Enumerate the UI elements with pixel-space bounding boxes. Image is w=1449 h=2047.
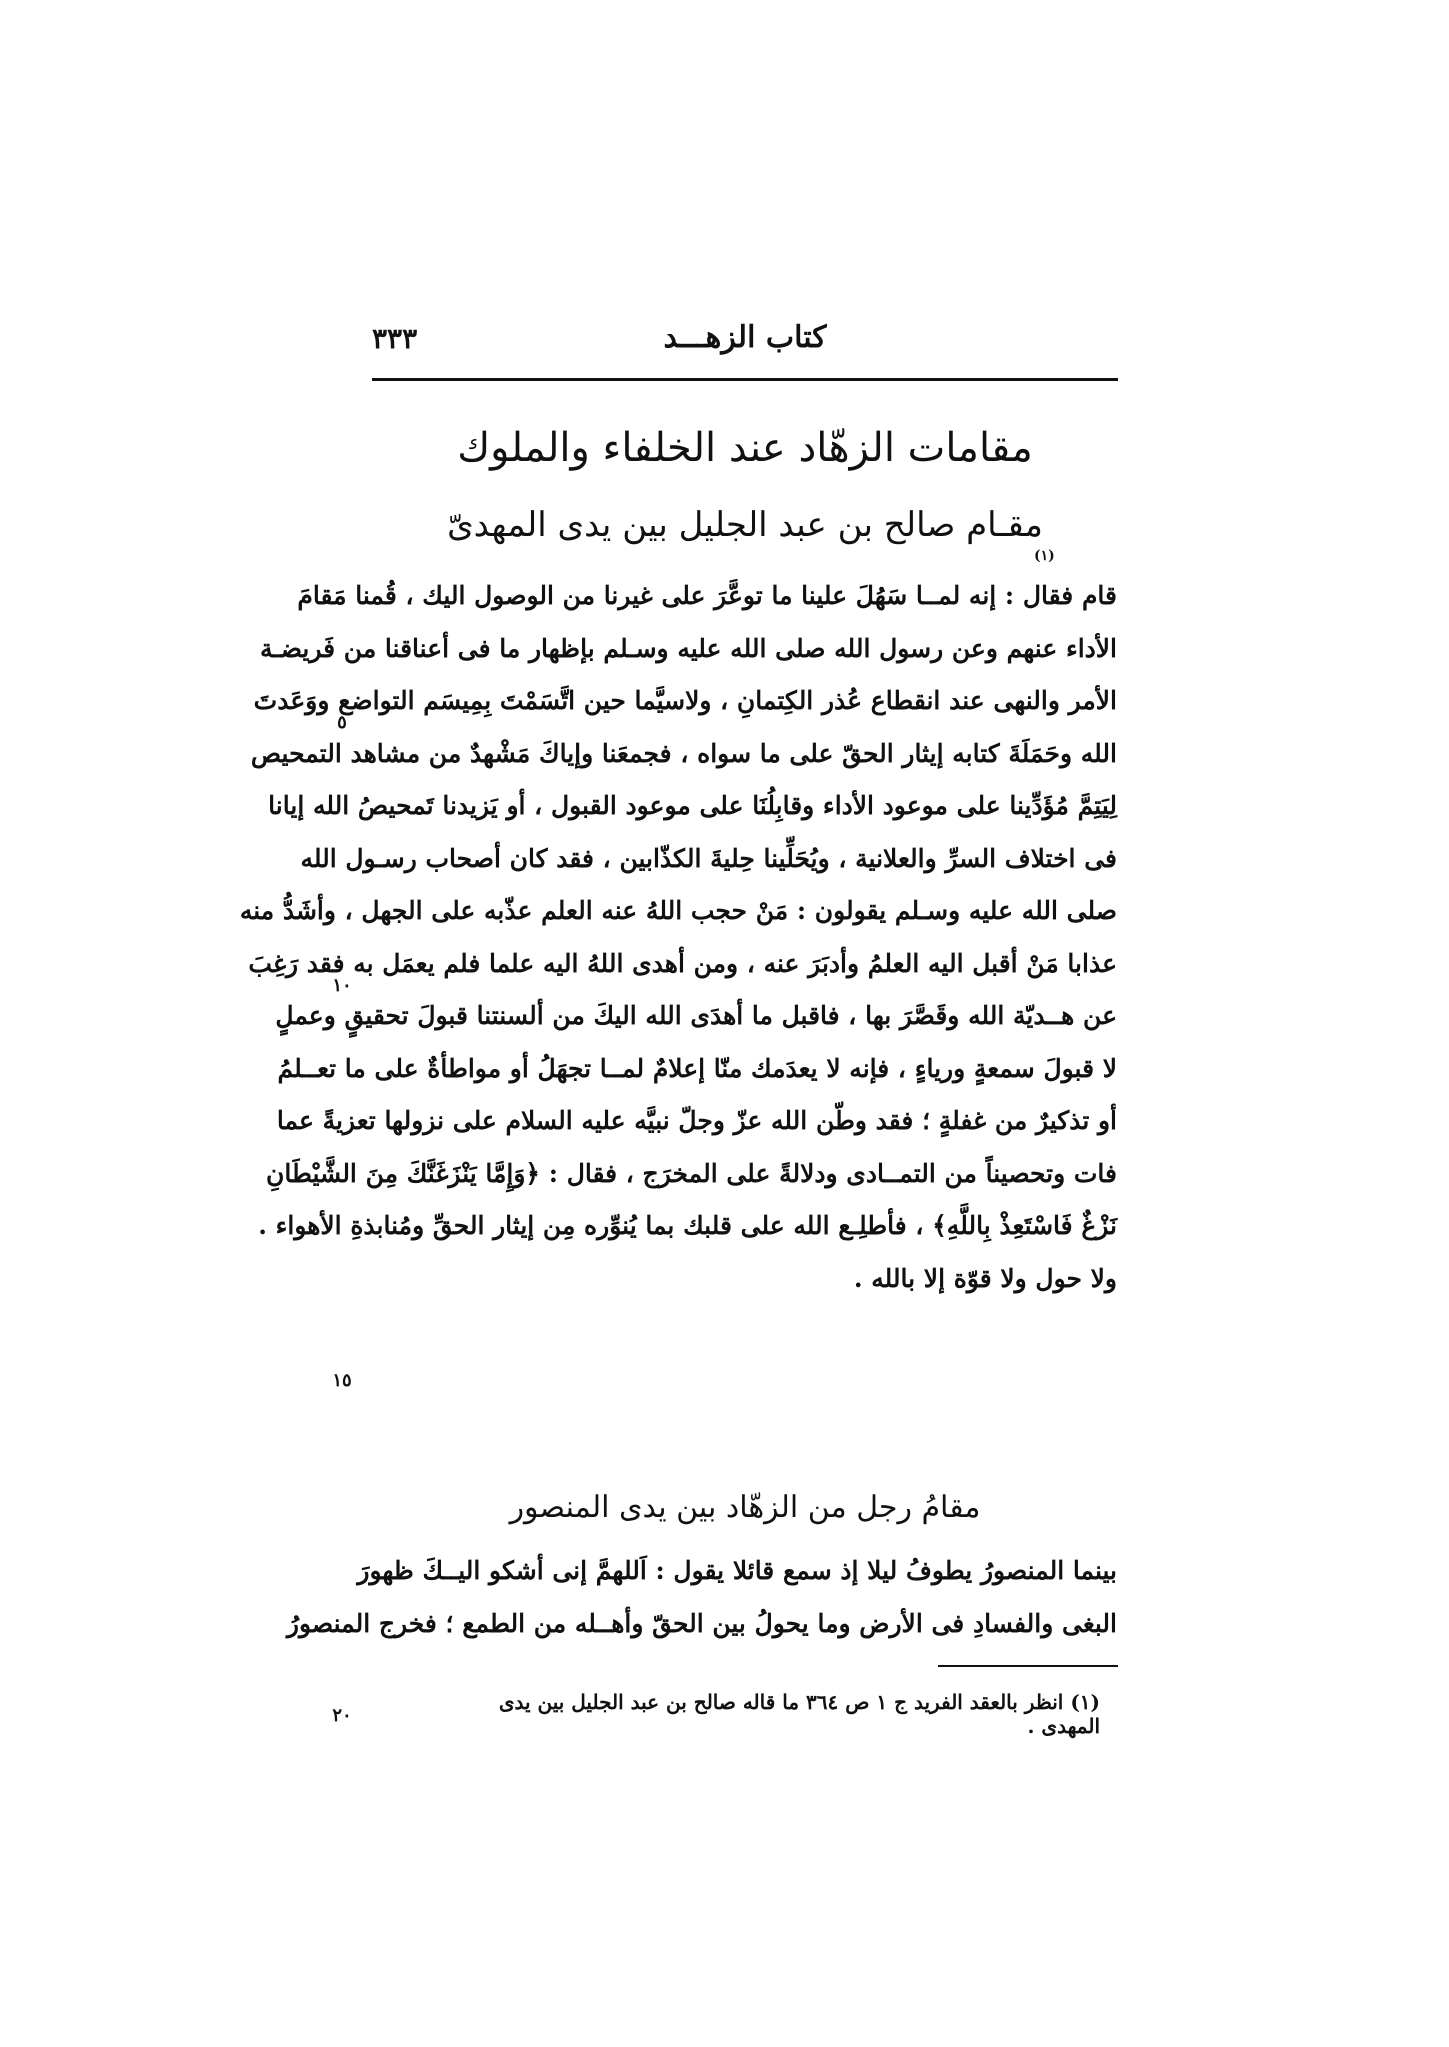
text-line: أو تذكيرٌ من غفلةٍ ؛ فقد وطّن الله عزّ وجلّ نبيَّه عليه السلام على نزولها تعزيةً عما [276,1106,1117,1135]
text-line: البغى والفسادِ فى الأرض وما يحولُ بين الحقّ وأهــله من الطمع ؛ فخرج المنصورُ [286,1608,1117,1638]
footnote-marker: (١) [1034,548,1055,564]
text-line: الأداء عنهم وعن رسول الله صلى الله عليه وسـلم بإظهار ما فى أعناقنا من فَريضـة [259,633,1117,663]
footnote: (١) انظر بالعقد الفريد ج ١ ص ٣٦٤ ما قاله صالح بن عبد الجليل بين يدى المهدى . [498,1690,1100,1738]
text-line: نَزْغٌ فَاسْتَعِذْ بِاللَّهِ﴾ ، فأطلِـع الله على قلبك بما يُنوِّره مِن إيثار الحقِّ ومُنابذةِ الأهواء . [258,1211,1117,1240]
text-line: الله وحَمَلَةَ كتابه إيثار الحقّ على ما سواه ، فجمعَنا وإياكَ مَشْهدٌ من مشاهد التمحيص [250,738,1117,768]
text-line: لِيَتِمَّ مُؤَدِّينا على موعود الأداء وقابِلُنَا على موعود القبول ، أو يَزيدنا تَمحيصُ الله إيانا [268,791,1117,820]
line-number: ١٥ [332,1370,352,1391]
chapter-title: مقامات الزهّاد عند الخلفاء والملوك [457,425,1033,471]
text-line: فى اختلاف السرِّ والعلانية ، ويُحَلِّينا حِليةَ الكذّابين ، فقد كان أصحاب رسـول الله [300,843,1117,873]
line-number: ٢٠ [332,1705,352,1726]
running-title: كتاب الزهـــد [663,320,827,355]
section-title: مقامُ رجل من الزهّاد بين يدى المنصور [509,1490,981,1525]
text-line: بينما المنصورُ يطوفُ ليلا إذ سمع قائلا يقول : اَللهمَّ إنى أشكو اليــكَ ظهورَ [357,1556,1117,1585]
text-line: ولا حول ولا قوّة إلا بالله . [853,1263,1117,1293]
page-number: ٣٣٣ [372,322,418,355]
text-line: قام فقال : إنه لمــا سَهُلَ علينا ما توعَّرَ على غيرنا من الوصول اليك ، قُمنا مَقامَ [297,581,1117,610]
text-line: صلى الله عليه وسـلم يقولون : مَنْ حجب اللهُ عنه العلم عذّبه على الجهل ، وأشَدُّ منه [239,896,1117,925]
text-line: الأمر والنهى عند انقطاع عُذر الكِتمانِ ، ولاسيَّما حين اتَّسَمْتَ بِمِيسَم التواضع ووَعَدتَ [253,686,1117,715]
line-number: ١٠ [332,975,352,996]
section-title: مقـام صالح بن عبد الجليل بين يدى المهدىّ [447,505,1043,545]
footnote-rule [938,1665,1118,1667]
text-line: فات وتحصيناً من التمــادى ودلالةً على المخرَج ، فقال : ﴿وَإِمَّا يَنْزَغَنَّكَ مِنَ الشَّيْطَانِ [265,1158,1117,1188]
page-header [372,318,1118,374]
text-line: عذابا مَنْ أقبل اليه العلمُ وأدبَرَ عنه ، ومن أهدى اللهُ اليه علما فلم يعمَل به فقد رَغِبَ [248,948,1117,978]
section-body [286,1545,1117,1650]
header-rule [372,378,1118,381]
text-line: عن هــديّة الله وقَصَّرَ بها ، فاقبل ما أهدَى الله اليكَ من ألسنتنا قبولَ تحقيقٍ وعملٍ [275,1001,1117,1030]
line-number: ٥ [337,712,347,733]
text-line: لا قبولَ سمعةٍ ورياءٍ ، فإنه لا يعدَمك منّا إعلامٌ لمــا تجهَلُ أو مواطأةٌ على ما تعــلمُ [277,1053,1117,1083]
